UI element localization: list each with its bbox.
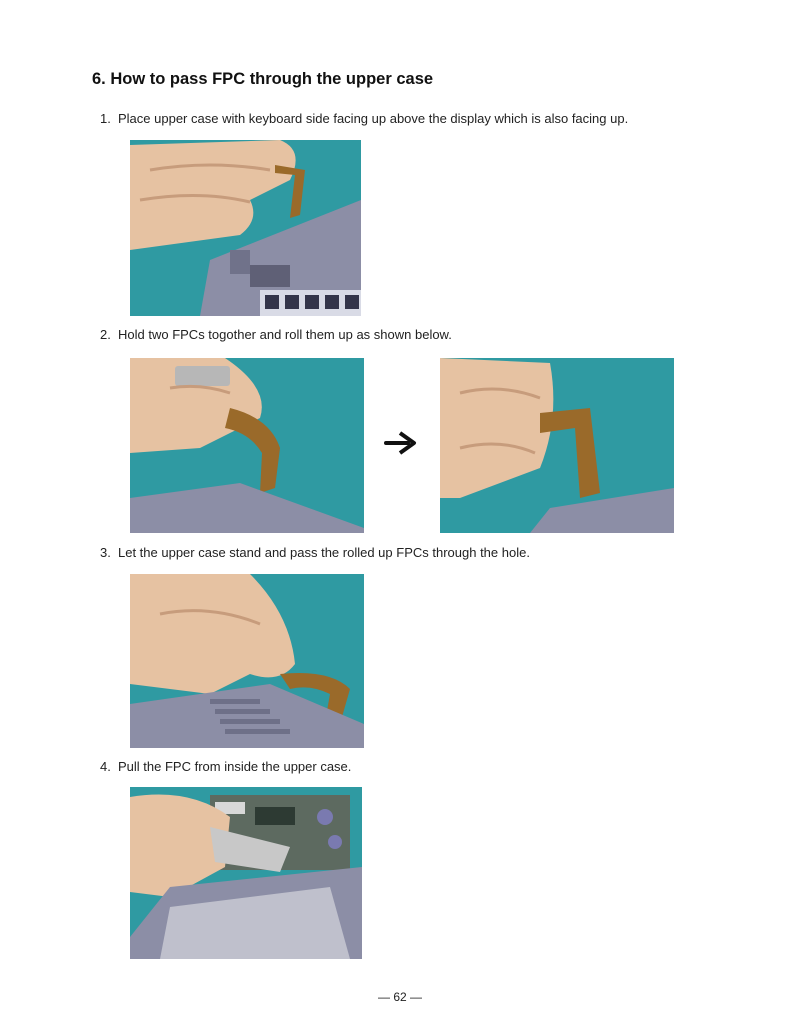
step-2 xyxy=(100,327,452,342)
photo-step-3 xyxy=(130,574,364,748)
step-1-number: 1. xyxy=(100,111,111,126)
photo-step-2-before xyxy=(130,358,364,533)
step-4 xyxy=(100,759,351,774)
step-2-number: 2. xyxy=(100,327,111,342)
step-3 xyxy=(100,545,530,560)
step-4-text: Pull the FPC from inside the upper case. xyxy=(118,759,352,774)
arrow-right-icon xyxy=(384,430,418,456)
step-3-text: Let the upper case stand and pass the rolled up FPCs through the hole. xyxy=(118,545,530,560)
page-number: — 62 — xyxy=(377,990,422,1004)
photo-step-4 xyxy=(130,787,362,959)
section-title: 6. How to pass FPC through the upper case xyxy=(92,70,434,88)
step-4-number: 4. xyxy=(100,759,111,774)
step-3-number: 3. xyxy=(100,545,111,560)
photo-step-2-after xyxy=(440,358,674,533)
step-1-text: Place upper case with keyboard side facing up above the display which is also facing up. xyxy=(118,111,629,126)
step-1 xyxy=(100,111,628,126)
step-2-text: Hold two FPCs togother and roll them up as shown below. xyxy=(118,327,452,342)
photo-step-1 xyxy=(130,140,361,316)
